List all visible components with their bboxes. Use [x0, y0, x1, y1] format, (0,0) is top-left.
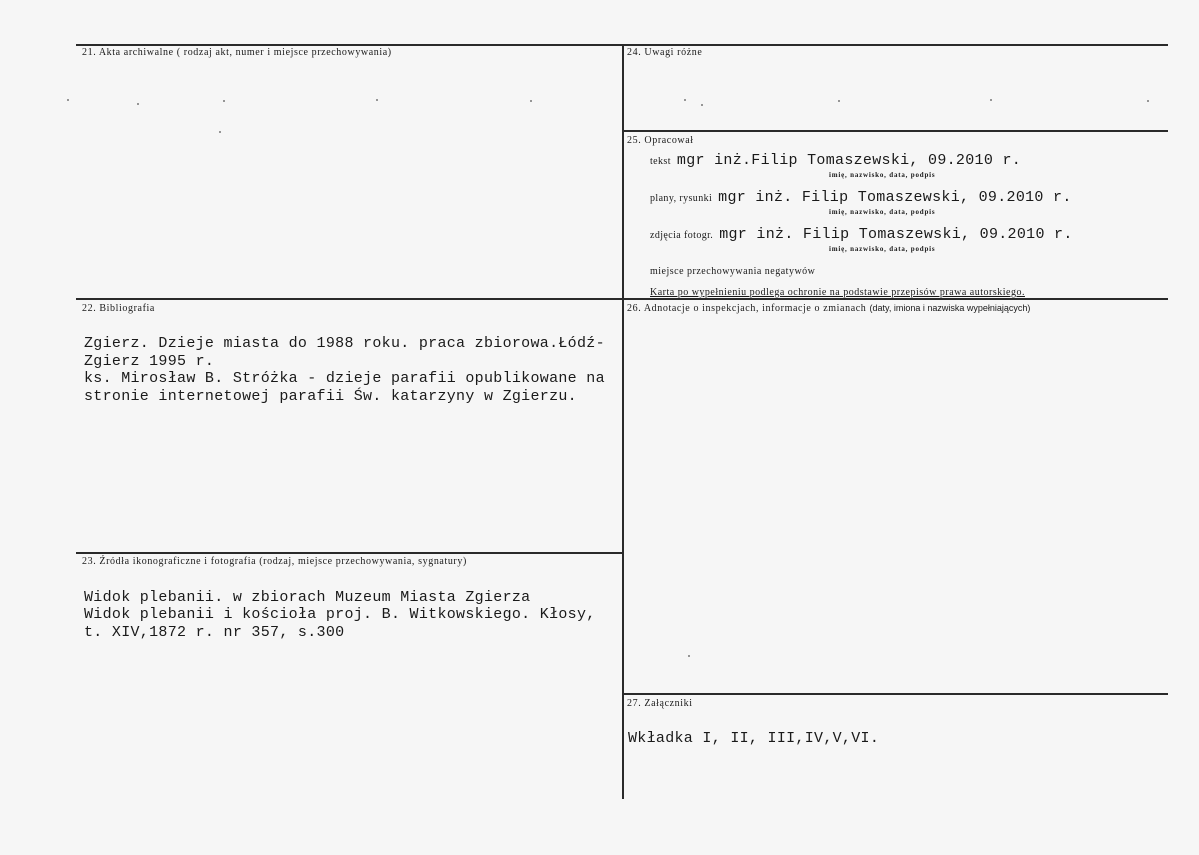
section-25-label: 25. Opracował — [627, 135, 694, 146]
author-row-plans — [650, 189, 1072, 206]
section-22-line-4: stronie internetowej parafii Św. katarzyny w Zgierzu. — [84, 388, 577, 405]
copyright-note: Karta po wypełnieniu podlega ochronie na podstawie przepisów prawa autorskiego. — [650, 287, 1025, 298]
scan-speck — [684, 99, 686, 101]
author-row-photos-name: zdjęcia fotogr. — [650, 230, 714, 241]
author-row-plans-value: mgr inż. Filip Tomaszewski, 09.2010 r. — [718, 189, 1072, 206]
author-row-plans-name: plany, rysunki — [650, 193, 713, 204]
scan-speck — [223, 100, 225, 102]
scan-speck — [376, 99, 378, 101]
center-divider — [622, 44, 624, 799]
rule-24-25 — [623, 130, 1168, 132]
section-26-label-main: 26. Adnotacje o inspekcjach, informacje o zmianach — [627, 303, 867, 314]
negatives-storage-label: miejsce przechowywania negatywów — [650, 266, 816, 277]
scan-speck — [701, 104, 703, 106]
scan-speck — [990, 99, 992, 101]
author-row-photos-caption: imię, nazwisko, data, podpis — [829, 245, 936, 253]
scan-speck — [530, 100, 532, 102]
section-26-label-suffix: (daty, imiona i nazwiska wypełniających) — [869, 303, 1031, 313]
rule-27 — [623, 693, 1168, 695]
section-27-label: 27. Załączniki — [627, 698, 693, 709]
scan-speck — [688, 655, 690, 657]
author-row-text-value: mgr inż.Filip Tomaszewski, 09.2010 r. — [676, 152, 1022, 169]
rule-22-26 — [76, 298, 1168, 300]
rule-23 — [76, 552, 623, 554]
author-row-plans-caption: imię, nazwisko, data, podpis — [829, 208, 936, 216]
author-row-text-name: tekst — [650, 156, 671, 167]
scan-speck — [219, 131, 221, 133]
section-26-label — [627, 303, 1030, 314]
section-21-label: 21. Akta archiwalne ( rodzaj akt, numer i miejsce przechowywania) — [82, 47, 392, 58]
author-row-photos-value: mgr inż. Filip Tomaszewski, 09.2010 r. — [719, 226, 1073, 243]
section-22-line-1: Zgierz. Dzieje miasta do 1988 roku. praca zbiorowa.Łódź- — [84, 335, 605, 352]
author-row-photos — [650, 226, 1073, 243]
section-22-line-3: ks. Mirosław B. Stróżka - dzieje parafii opublikowane na — [84, 370, 605, 387]
author-row-text-caption: imię, nazwisko, data, podpis — [829, 171, 936, 179]
author-row-text — [650, 152, 1021, 169]
attachments-value: Wkładka I, II, III,IV,V,VI. — [628, 730, 880, 747]
scan-speck — [1147, 100, 1149, 102]
scan-speck — [137, 103, 139, 105]
section-23-label: 23. Źródła ikonograficzne i fotografia (rodzaj, miejsce przechowywania, sygnatury) — [82, 556, 467, 567]
section-23-line-3: t. XIV,1872 r. nr 357, s.300 — [84, 624, 345, 641]
section-24-label: 24. Uwagi różne — [627, 47, 703, 58]
scan-speck — [838, 100, 840, 102]
section-22-line-2: Zgierz 1995 r. — [84, 353, 215, 370]
section-23-line-1: Widok plebanii. w zbiorach Muzeum Miasta Zgierza — [84, 589, 531, 606]
section-23-line-2: Widok plebanii i kościoła proj. B. Witkowskiego. Kłosy, — [84, 606, 596, 623]
scan-speck — [67, 99, 69, 101]
section-22-label: 22. Bibliografia — [82, 303, 155, 314]
